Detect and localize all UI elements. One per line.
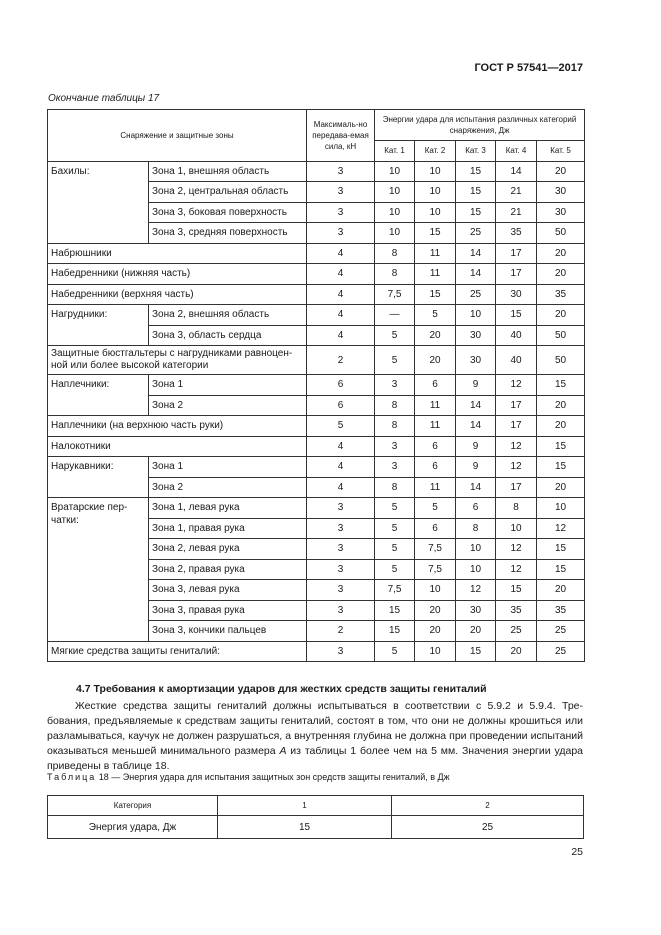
energy-cat-2-value: 10 xyxy=(415,182,456,203)
energy-cat-4-value: 12 xyxy=(496,559,537,580)
energy-cat-5-value: 50 xyxy=(537,325,585,346)
energy-cat-5-value: 30 xyxy=(537,182,585,203)
energy-cat-3-value: 15 xyxy=(456,182,496,203)
header-max-force: Максималь-но передава-емая сила, кН xyxy=(307,110,375,162)
energy-cat-1-value: 5 xyxy=(375,539,415,560)
energy-cat-3-value: 30 xyxy=(456,346,496,375)
header-cat-5: Кат. 5 xyxy=(537,141,585,162)
energy-cat-5-value: 20 xyxy=(537,416,585,437)
max-force-value: 4 xyxy=(307,284,375,305)
energy-cat-2-value: 6 xyxy=(415,518,456,539)
section-paragraph xyxy=(47,699,583,774)
energy-cat-3-value: 10 xyxy=(456,559,496,580)
max-force-value: 6 xyxy=(307,375,375,396)
energy-cat-5-value: 15 xyxy=(537,436,585,457)
zone-name: Зона 3, правая рука xyxy=(149,600,307,621)
zone-name: Зона 3, область сердца xyxy=(149,325,307,346)
energy-cat-3-value: 25 xyxy=(456,223,496,244)
t18-row-label: Энергия удара, Дж xyxy=(48,816,218,839)
energy-cat-3-value: 8 xyxy=(456,518,496,539)
energy-cat-5-value: 20 xyxy=(537,305,585,326)
t18-header-cat-1: 1 xyxy=(218,796,392,816)
zone-name: Зона 3, средняя поверхность xyxy=(149,223,307,244)
header-equipment-zones: Снаряжение и защитные зоны xyxy=(48,110,307,162)
t18-value-cat-1: 15 xyxy=(218,816,392,839)
max-force-value: 4 xyxy=(307,264,375,285)
table-row xyxy=(48,264,585,285)
paragraph-text-start: Жесткие средства защиты гениталий должны испытываться в соответствии с 5.9.2 и 5.9.4. Тре-бования, предъявляемые к средствам защиты гениталий, состоят в том, что они не должны крошиться или разламываться, каучук не должен разрушаться, а внутренняя глубина не должна при проведении испытаний оказываться меньшей минимального размера xyxy=(47,700,583,757)
energy-cat-5-value: 15 xyxy=(537,559,585,580)
energy-cat-1-value: 5 xyxy=(375,325,415,346)
max-force-value: 3 xyxy=(307,202,375,223)
energy-cat-5-value: 20 xyxy=(537,477,585,498)
zone-name: Зона 2 xyxy=(149,477,307,498)
energy-cat-4-value: 20 xyxy=(496,641,537,662)
energy-cat-3-value: 15 xyxy=(456,161,496,182)
energy-cat-1-value: 5 xyxy=(375,559,415,580)
table-row xyxy=(48,346,585,375)
energy-cat-5-value: 50 xyxy=(537,346,585,375)
energy-cat-4-value: 30 xyxy=(496,284,537,305)
max-force-value: 4 xyxy=(307,325,375,346)
energy-cat-4-value: 12 xyxy=(496,375,537,396)
energy-cat-4-value: 25 xyxy=(496,621,537,642)
energy-cat-3-value: 9 xyxy=(456,457,496,478)
impact-energy-table-17 xyxy=(47,109,585,662)
energy-cat-3-value: 15 xyxy=(456,641,496,662)
energy-cat-4-value: 12 xyxy=(496,457,537,478)
table-18-title: 18 — Энергия удара для испытания защитных зон средств защиты гениталий, в Дж xyxy=(96,772,450,782)
energy-cat-4-value: 35 xyxy=(496,600,537,621)
paragraph-text-end: из таблицы 1 более чем на 5 мм. Значения энергии удара приведены в таблице 18. xyxy=(47,745,583,772)
energy-cat-2-value: 10 xyxy=(415,161,456,182)
energy-cat-1-value: 8 xyxy=(375,477,415,498)
energy-cat-1-value: 10 xyxy=(375,223,415,244)
t18-value-cat-2: 25 xyxy=(392,816,584,839)
max-force-value: 3 xyxy=(307,518,375,539)
equipment-name: Наплечники: xyxy=(48,375,149,416)
energy-cat-3-value: 14 xyxy=(456,416,496,437)
t18-header-category: Категория xyxy=(48,796,218,816)
energy-cat-3-value: 12 xyxy=(456,580,496,601)
header-cat-1: Кат. 1 xyxy=(375,141,415,162)
energy-cat-2-value: 20 xyxy=(415,325,456,346)
energy-cat-4-value: 40 xyxy=(496,346,537,375)
zone-name: Зона 1, внешняя область xyxy=(149,161,307,182)
energy-cat-1-value: 5 xyxy=(375,346,415,375)
energy-cat-3-value: 25 xyxy=(456,284,496,305)
table-row xyxy=(48,243,585,264)
max-force-value: 3 xyxy=(307,161,375,182)
energy-cat-2-value: 15 xyxy=(415,284,456,305)
energy-cat-4-value: 17 xyxy=(496,416,537,437)
energy-cat-5-value: 25 xyxy=(537,641,585,662)
energy-cat-4-value: 15 xyxy=(496,580,537,601)
energy-cat-2-value: 11 xyxy=(415,243,456,264)
energy-cat-4-value: 21 xyxy=(496,202,537,223)
zone-name: Зона 2, внешняя область xyxy=(149,305,307,326)
max-force-value: 3 xyxy=(307,600,375,621)
zone-name: Зона 2, правая рука xyxy=(149,559,307,580)
energy-cat-4-value: 21 xyxy=(496,182,537,203)
energy-cat-3-value: 9 xyxy=(456,375,496,396)
t18-header-cat-2: 2 xyxy=(392,796,584,816)
header-impact-energy: Энергии удара для испытания различных категорий снаряжения, Дж xyxy=(375,110,585,141)
energy-cat-5-value: 10 xyxy=(537,498,585,519)
energy-cat-2-value: 11 xyxy=(415,416,456,437)
max-force-value: 6 xyxy=(307,395,375,416)
energy-cat-5-value: 20 xyxy=(537,161,585,182)
equipment-name: Нагрудники: xyxy=(48,305,149,346)
energy-cat-3-value: 14 xyxy=(456,264,496,285)
energy-cat-4-value: 14 xyxy=(496,161,537,182)
energy-cat-3-value: 20 xyxy=(456,621,496,642)
energy-cat-5-value: 20 xyxy=(537,580,585,601)
max-force-value: 5 xyxy=(307,416,375,437)
energy-cat-1-value: 7,5 xyxy=(375,284,415,305)
energy-cat-2-value: 6 xyxy=(415,436,456,457)
energy-cat-4-value: 15 xyxy=(496,305,537,326)
energy-cat-2-value: 10 xyxy=(415,580,456,601)
energy-cat-5-value: 15 xyxy=(537,457,585,478)
section-title: 4.7 Требования к амортизации ударов для жестких средств защиты гениталий xyxy=(76,683,487,695)
energy-cat-2-value: 15 xyxy=(415,223,456,244)
energy-cat-3-value: 14 xyxy=(456,243,496,264)
energy-cat-5-value: 20 xyxy=(537,395,585,416)
energy-cat-2-value: 6 xyxy=(415,375,456,396)
energy-cat-4-value: 10 xyxy=(496,518,537,539)
energy-cat-1-value: 10 xyxy=(375,161,415,182)
energy-cat-2-value: 7,5 xyxy=(415,559,456,580)
energy-cat-2-value: 7,5 xyxy=(415,539,456,560)
energy-cat-2-value: 11 xyxy=(415,477,456,498)
table-row xyxy=(48,284,585,305)
table-continuation-caption: Окончание таблицы 17 xyxy=(48,93,160,104)
energy-cat-1-value: 10 xyxy=(375,202,415,223)
max-force-value: 4 xyxy=(307,477,375,498)
energy-cat-5-value: 35 xyxy=(537,600,585,621)
equipment-name: Набедренники (верхняя часть) xyxy=(48,284,307,305)
energy-cat-4-value: 17 xyxy=(496,264,537,285)
energy-cat-1-value: 8 xyxy=(375,264,415,285)
equipment-name: Бахилы: xyxy=(48,161,149,243)
max-force-value: 3 xyxy=(307,641,375,662)
max-force-value: 4 xyxy=(307,305,375,326)
table-row xyxy=(48,416,585,437)
energy-cat-3-value: 30 xyxy=(456,325,496,346)
energy-cat-1-value: 3 xyxy=(375,375,415,396)
table-row xyxy=(48,305,585,326)
energy-cat-3-value: 14 xyxy=(456,477,496,498)
zone-name: Зона 3, кончики пальцев xyxy=(149,621,307,642)
max-force-value: 3 xyxy=(307,559,375,580)
dimension-variable: А xyxy=(279,745,287,757)
energy-cat-2-value: 5 xyxy=(415,498,456,519)
energy-cat-2-value: 11 xyxy=(415,395,456,416)
zone-name: Зона 1 xyxy=(149,375,307,396)
zone-name: Зона 1 xyxy=(149,457,307,478)
energy-cat-5-value: 15 xyxy=(537,375,585,396)
document-code: ГОСТ Р 57541—2017 xyxy=(474,62,583,74)
table-row xyxy=(48,457,585,478)
energy-cat-5-value: 30 xyxy=(537,202,585,223)
energy-cat-5-value: 12 xyxy=(537,518,585,539)
energy-cat-1-value: 15 xyxy=(375,600,415,621)
max-force-value: 2 xyxy=(307,346,375,375)
energy-cat-4-value: 35 xyxy=(496,223,537,244)
energy-cat-2-value: 10 xyxy=(415,202,456,223)
energy-cat-2-value: 11 xyxy=(415,264,456,285)
equipment-name: Налокотники xyxy=(48,436,307,457)
energy-cat-5-value: 50 xyxy=(537,223,585,244)
energy-cat-4-value: 17 xyxy=(496,477,537,498)
max-force-value: 2 xyxy=(307,621,375,642)
max-force-value: 4 xyxy=(307,243,375,264)
energy-cat-5-value: 15 xyxy=(537,539,585,560)
energy-cat-1-value: 10 xyxy=(375,182,415,203)
zone-name: Зона 2, центральная область xyxy=(149,182,307,203)
equipment-name: Наплечники (на верхнюю часть руки) xyxy=(48,416,307,437)
energy-cat-1-value: 5 xyxy=(375,498,415,519)
zone-name: Зона 3, боковая поверхность xyxy=(149,202,307,223)
equipment-name: Защитные бюстгальтеры с нагрудниками равноцен-ной или более высокой категории xyxy=(48,346,307,375)
energy-cat-3-value: 10 xyxy=(456,305,496,326)
table-18-caption xyxy=(47,772,450,782)
energy-cat-5-value: 20 xyxy=(537,264,585,285)
table-18-label: Таблица xyxy=(47,772,97,782)
equipment-name: Набрюшники xyxy=(48,243,307,264)
energy-cat-4-value: 17 xyxy=(496,243,537,264)
energy-cat-3-value: 30 xyxy=(456,600,496,621)
header-cat-3: Кат. 3 xyxy=(456,141,496,162)
max-force-value: 3 xyxy=(307,580,375,601)
table-row xyxy=(48,641,585,662)
energy-cat-2-value: 20 xyxy=(415,600,456,621)
energy-cat-1-value: 5 xyxy=(375,641,415,662)
energy-cat-2-value: 10 xyxy=(415,641,456,662)
energy-cat-4-value: 12 xyxy=(496,539,537,560)
energy-cat-1-value: 15 xyxy=(375,621,415,642)
zone-name: Зона 3, левая рука xyxy=(149,580,307,601)
energy-cat-5-value: 35 xyxy=(537,284,585,305)
table-row xyxy=(48,375,585,396)
energy-cat-2-value: 5 xyxy=(415,305,456,326)
zone-name: Зона 2, левая рука xyxy=(149,539,307,560)
energy-cat-2-value: 6 xyxy=(415,457,456,478)
header-cat-2: Кат. 2 xyxy=(415,141,456,162)
max-force-value: 3 xyxy=(307,539,375,560)
table-row xyxy=(48,498,585,519)
energy-cat-4-value: 12 xyxy=(496,436,537,457)
impact-energy-table-18 xyxy=(47,795,584,839)
equipment-name: Нарукавники: xyxy=(48,457,149,498)
energy-cat-5-value: 20 xyxy=(537,243,585,264)
equipment-name: Мягкие средства защиты гениталий: xyxy=(48,641,307,662)
zone-name: Зона 1, правая рука xyxy=(149,518,307,539)
table-row xyxy=(48,436,585,457)
energy-cat-5-value: 25 xyxy=(537,621,585,642)
energy-cat-3-value: 6 xyxy=(456,498,496,519)
energy-cat-1-value: 3 xyxy=(375,436,415,457)
energy-cat-4-value: 17 xyxy=(496,395,537,416)
energy-cat-3-value: 10 xyxy=(456,539,496,560)
equipment-name: Набедренники (нижняя часть) xyxy=(48,264,307,285)
energy-cat-3-value: 14 xyxy=(456,395,496,416)
table-row xyxy=(48,161,585,182)
max-force-value: 4 xyxy=(307,457,375,478)
max-force-value: 3 xyxy=(307,498,375,519)
energy-cat-2-value: 20 xyxy=(415,346,456,375)
energy-cat-1-value: 3 xyxy=(375,457,415,478)
energy-cat-1-value: 8 xyxy=(375,416,415,437)
energy-cat-4-value: 8 xyxy=(496,498,537,519)
zone-name: Зона 1, левая рука xyxy=(149,498,307,519)
equipment-name: Вратарские пер-чатки: xyxy=(48,498,149,642)
energy-cat-3-value: 15 xyxy=(456,202,496,223)
energy-cat-1-value: 7,5 xyxy=(375,580,415,601)
max-force-value: 3 xyxy=(307,182,375,203)
page-number: 25 xyxy=(571,846,583,858)
energy-cat-1-value: 8 xyxy=(375,395,415,416)
energy-cat-1-value: 8 xyxy=(375,243,415,264)
max-force-value: 3 xyxy=(307,223,375,244)
zone-name: Зона 2 xyxy=(149,395,307,416)
energy-cat-4-value: 40 xyxy=(496,325,537,346)
energy-cat-1-value: — xyxy=(375,305,415,326)
max-force-value: 4 xyxy=(307,436,375,457)
header-cat-4: Кат. 4 xyxy=(496,141,537,162)
energy-cat-2-value: 20 xyxy=(415,621,456,642)
energy-cat-3-value: 9 xyxy=(456,436,496,457)
energy-cat-1-value: 5 xyxy=(375,518,415,539)
